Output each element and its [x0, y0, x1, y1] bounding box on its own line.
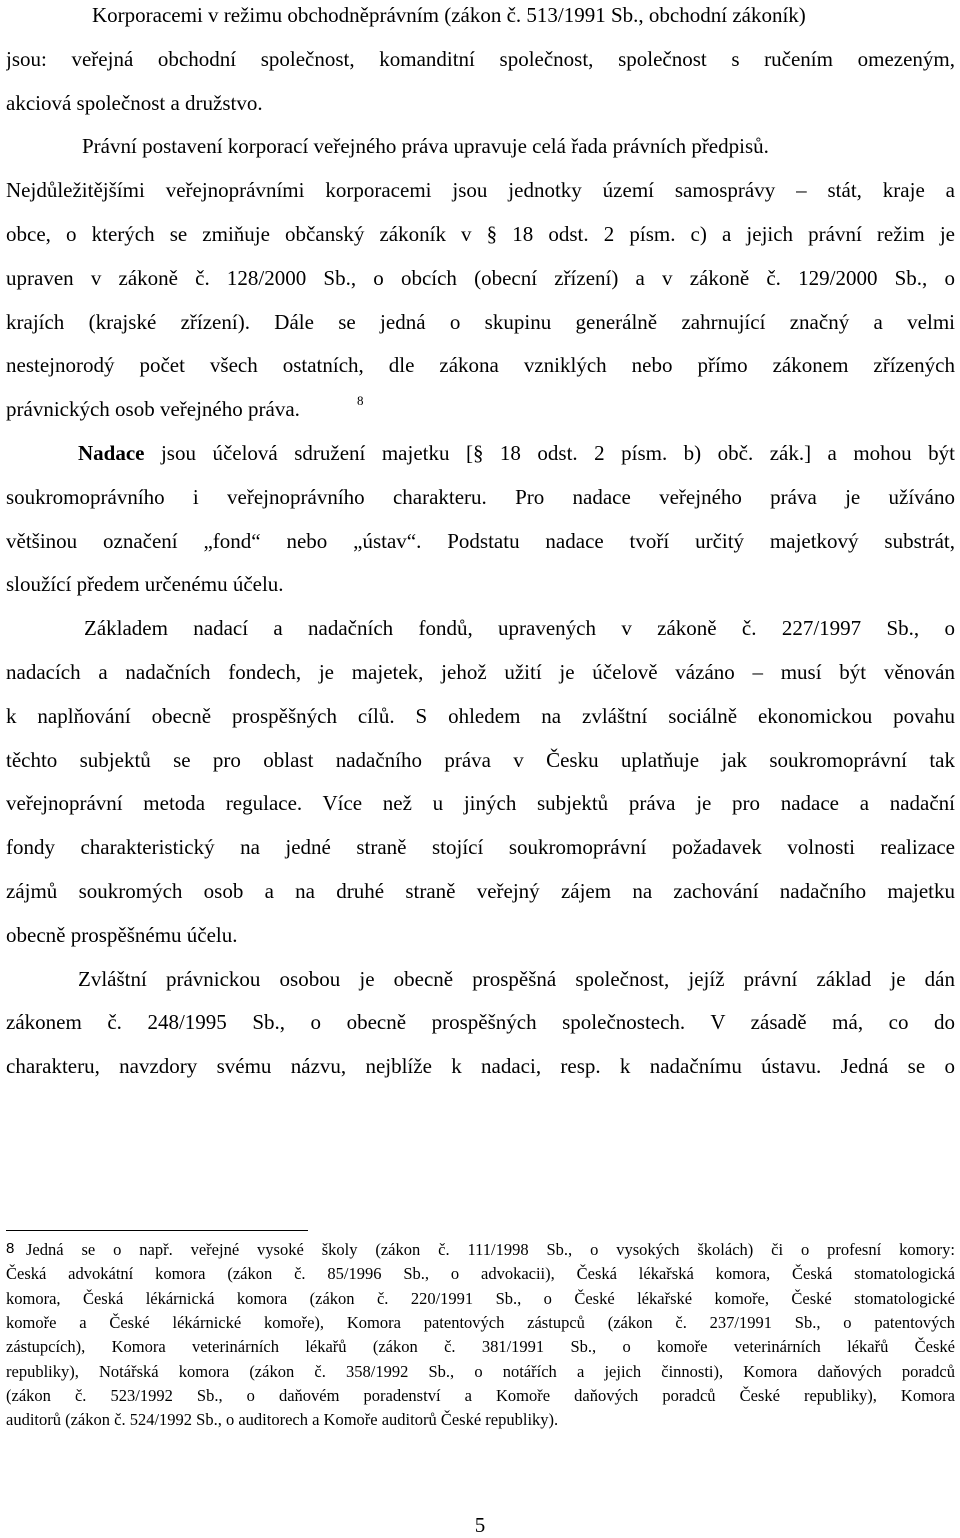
body-line	[6, 482, 955, 512]
page-number: 5	[474, 1513, 486, 1537]
footnote-line: republiky), Notářská komora (zákon č. 358/1992 Sb., o notářích a jejich činnosti), Komora daňových poradců	[6, 1361, 955, 1381]
line-text: charakteru, navzdory svému názvu, nejblíže k nadaci, resp. k nadačnímu ústavu. Jedná se o	[6, 1054, 955, 1079]
footnote-line: Česká advokátní komora (zákon č. 85/1996 Sb., o advokacii), Česká lékařská komora, Česká stomatologická	[6, 1264, 955, 1284]
line-text: právnických osob veřejného práva.	[6, 397, 300, 422]
line-text: Zvláštní právnickou osobou je obecně prospěšná společnost, jejíž právní základ je dán	[78, 966, 955, 991]
footnote-line: (zákon č. 523/1992 Sb., o daňovém poradenství a Komoře daňových poradců České republiky), Komora	[6, 1385, 955, 1405]
line-text: Základem nadací a nadačních fondů, upravených v zákoně č. 227/1997 Sb., o	[84, 616, 955, 641]
footnote-line: komoře a České lékárnické komoře), Komora patentových zástupců (zákon č. 237/1991 Sb., o patentových	[6, 1312, 955, 1332]
body-line	[6, 832, 955, 862]
footnote-line: Jedná se o např. veřejné vysoké školy (zákon č. 111/1998 Sb., o vysokých školách) či o profesní komory:	[26, 1240, 955, 1259]
line-text: sloužící předem určenému účelu.	[6, 572, 284, 597]
line-text: obce, o kterých se zmiňuje občanský zákoník v § 18 odst. 2 písm. c) a jejich právní režim je	[6, 222, 955, 246]
body-line	[6, 876, 955, 906]
body-line	[6, 175, 955, 205]
line-text: soukromoprávního i veřejnoprávního charakteru. Pro nadace veřejného práva je užíváno	[6, 484, 955, 509]
body-line	[6, 1051, 955, 1081]
footnote-line: auditorů (zákon č. 524/1992 Sb., o auditorech a Komoře auditorů České republiky).	[6, 1410, 559, 1430]
body-line	[6, 131, 955, 161]
body-line	[6, 394, 955, 424]
body-line	[6, 657, 955, 687]
line-text: upraven v zákoně č. 128/2000 Sb., o obcích (obecní zřízení) a v zákoně č. 129/2000 Sb., o	[6, 265, 955, 290]
line-text: většinou označení „fond“ nebo „ústav“. Podstatu nadace tvoří určitý majetkový substrát,	[6, 528, 955, 553]
body-line	[6, 613, 955, 643]
body-line	[6, 88, 955, 118]
body-line	[6, 701, 955, 731]
footnote-mark: 8	[6, 1240, 15, 1257]
footnote-line: zástupcích), Komora veterinárních lékařů (zákon č. 381/1991 Sb., o komoře veterinárních lékařů České	[6, 1337, 955, 1357]
line-text: akciová společnost a družstvo.	[6, 90, 263, 115]
body-line	[6, 745, 955, 775]
line-text: jsou účelová sdružení majetku [§ 18 odst. 2 písm. b) obč. zák.] a mohou být	[144, 441, 955, 465]
body-line	[6, 526, 955, 556]
footnote-reference[interactable]: 8	[357, 393, 364, 409]
body-line	[6, 920, 955, 950]
bold-term: Nadace	[78, 441, 145, 465]
footnote-separator	[6, 1230, 308, 1231]
body-line	[6, 0, 955, 30]
body-line	[6, 569, 955, 599]
line-text: krajích (krajské zřízení). Dále se jedná o skupinu generálně zahrnující značný a velmi	[6, 309, 955, 334]
line-text: zákonem č. 248/1995 Sb., o obecně prospěšných společnostech. V zásadě má, co do	[6, 1010, 955, 1035]
line-text: k naplňování obecně prospěšných cílů. S ohledem na zvláštní sociálně ekonomickou povahu	[6, 703, 955, 728]
line-text: nestejnorodý počet všech ostatních, dle zákona vzniklých nebo přímo zákonem zřízených	[6, 353, 955, 378]
line-text: Právní postavení korporací veřejného práva upravuje celá řada právních předpisů.	[82, 134, 769, 159]
footnote-line: komora, Česká lékárnická komora (zákon č. 220/1991 Sb., o České lékařské komoře, České stomatologické	[6, 1288, 955, 1308]
body-line	[6, 263, 955, 293]
line-text: fondy charakteristický na jedné straně stojící soukromoprávní požadavek volnosti realizace	[6, 835, 955, 860]
body-line	[6, 964, 955, 994]
body-line	[6, 350, 955, 380]
body-line	[6, 44, 955, 74]
body-line	[6, 788, 955, 818]
line-text: nadacích a nadačních fondech, je majetek, jehož užití je účelově vázáno – musí být věnován	[6, 660, 955, 684]
line-text: Nejdůležitějšími veřejnoprávními korporacemi jsou jednotky území samosprávy – stát, kraje a	[6, 178, 955, 203]
line-text: obecně prospěšnému účelu.	[6, 922, 238, 947]
line-text: jsou: veřejná obchodní společnost, komanditní společnost, společnost s ručením omezeným,	[6, 46, 955, 71]
body-line	[6, 438, 955, 468]
line-text: těchto subjektů se pro oblast nadačního práva v Česku uplatňuje jak soukromoprávní tak	[6, 747, 955, 772]
body-line	[6, 1007, 955, 1037]
line-text: veřejnoprávní metoda regulace. Více než u jiných subjektů práva je pro nadace a nadační	[6, 791, 955, 816]
line-text: Korporacemi v režimu obchodněprávním (zákon č. 513/1991 Sb., obchodní zákoník)	[92, 3, 806, 27]
body-line	[6, 219, 955, 249]
line-text: zájmů soukromých osob a na druhé straně veřejný zájem na zachování nadačního majetku	[6, 879, 955, 903]
body-line	[6, 307, 955, 337]
